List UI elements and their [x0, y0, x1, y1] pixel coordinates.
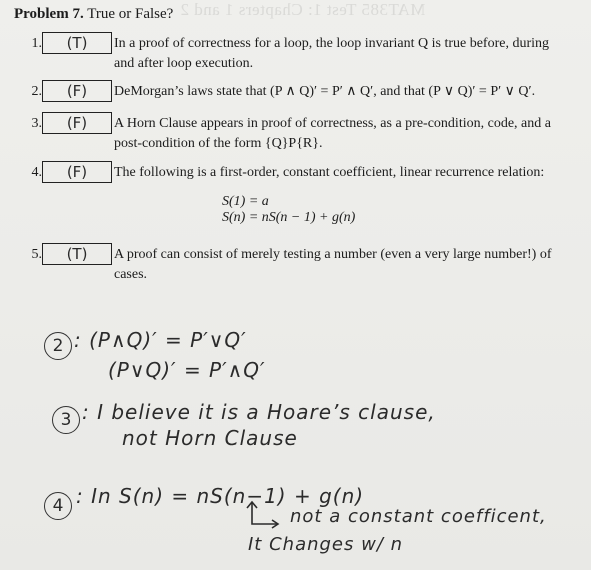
problem-label: Problem 7. — [14, 6, 84, 22]
question-number: 1. — [31, 36, 42, 51]
answer-box: (F) — [42, 112, 112, 134]
note-4-line-1: : In S(n) = nS(n−1) + g(n) — [76, 484, 365, 508]
note-3-line-1: : I believe it is a Hoare’s clause, — [82, 400, 436, 424]
answer-box: (T) — [42, 243, 112, 265]
note-4-circled-number: 4 — [44, 492, 72, 520]
note-2-circled-number: 2 — [44, 332, 72, 360]
question-text: A Horn Clause appears in proof of correctness, as a pre-condition, code, and a post-condition of the form {Q}P{R}. — [114, 116, 551, 151]
note-3-circled-number: 3 — [52, 406, 80, 434]
note-3-line-2: not Horn Clause — [122, 426, 298, 450]
answer-box: (F) — [42, 161, 112, 183]
note-4-line-2: not a constant coefficent, — [290, 506, 547, 527]
question-number: 2. — [31, 84, 42, 99]
question-text: A proof can consist of merely testing a number (even a very large number!) of cases. — [114, 247, 552, 282]
handwritten-arrow-icon — [244, 500, 284, 534]
problem-subtitle: True or False? — [87, 6, 174, 22]
problem-heading — [14, 6, 173, 23]
formula-line-2: S(n) = nS(n − 1) + g(n) — [222, 210, 356, 225]
note-4-line-3: It Changes w/ n — [248, 534, 404, 555]
question-number: 5. — [31, 247, 42, 262]
question-text: The following is a first-order, constant coefficient, linear recurrence relation: — [114, 165, 545, 180]
question-number: 3. — [31, 116, 42, 131]
answer-box: (T) — [42, 32, 112, 54]
question-text: DeMorgan’s laws state that (P ∧ Q)′ = P′ ∧ Q′, and that (P ∨ Q)′ = P′ ∨ Q′. — [114, 84, 536, 99]
answer-box: (F) — [42, 80, 112, 102]
recurrence-formula — [222, 194, 355, 226]
note-2-line-2: (P∨Q)′ = P′∧Q′ — [108, 358, 266, 382]
formula-line-1: S(1) = a — [222, 194, 269, 209]
question-text: In a proof of correctness for a loop, the loop invariant Q is true before, during and after loop execution. — [114, 36, 550, 71]
question-number: 4. — [31, 165, 42, 180]
note-2-line-1: : (P∧Q)′ = P′∨Q′ — [74, 328, 247, 352]
bleed-through-header: MAT385 Test 1: Chapters 1 and 2 — [180, 0, 426, 19]
